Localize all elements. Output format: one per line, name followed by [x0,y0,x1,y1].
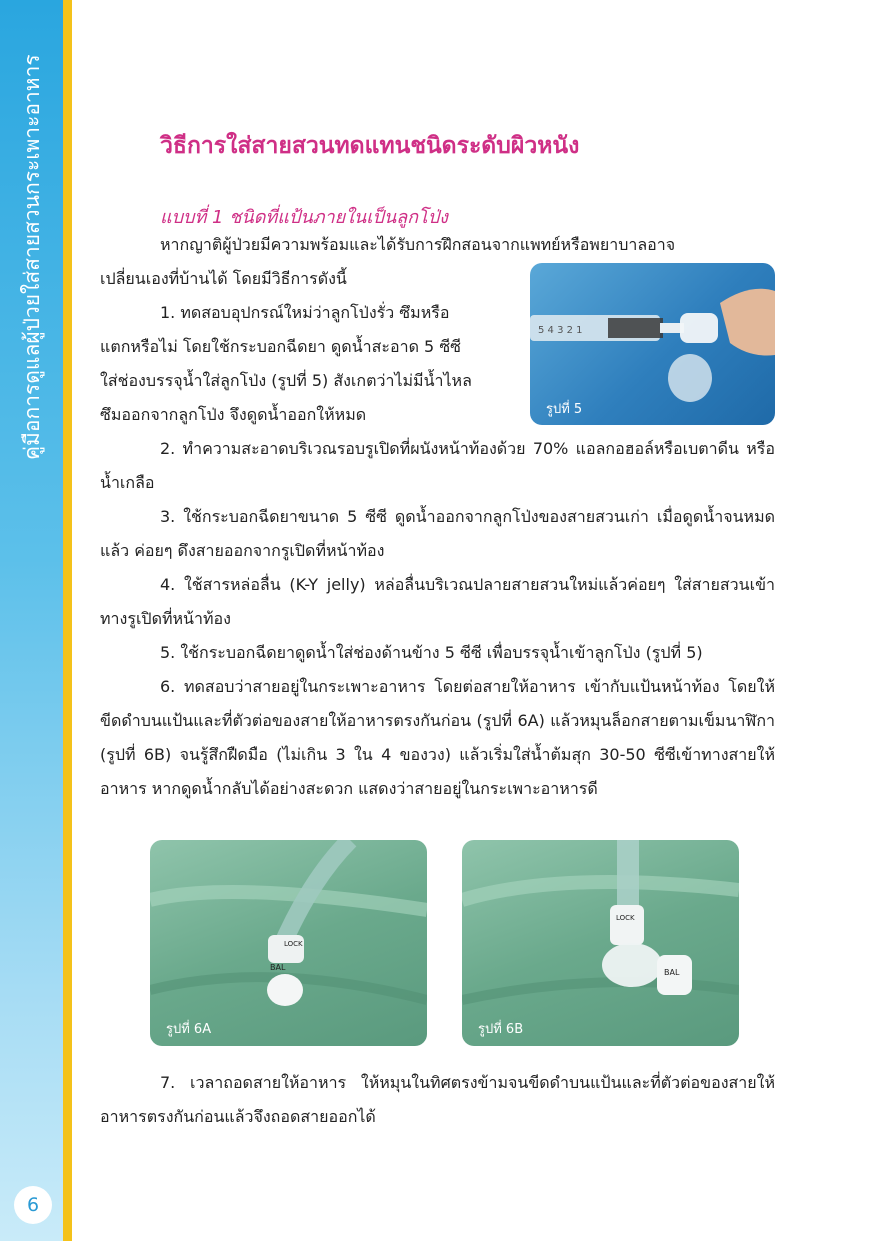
figure-5-caption: รูปที่ 5 [546,402,583,417]
feeding-tube-6b-illustration [462,840,739,1046]
step-1-line-2: แตกหรือไม่ โดยใช้กระบอกฉีดยา ดูดน้ำสะอาด 5 ซีซี [100,337,462,356]
sidebar-stripe [63,0,72,1241]
step-5-text: 5. ใช้กระบอกฉีดยาดูดน้ำใส่ช่องด้านข้าง 5 ซีซี เพื่อบรรจุน้ำเข้าลูกโป่ง (รูปที่ 5) [160,643,703,662]
syringe-scale: 5 4 3 2 1 [538,325,583,336]
step-1-line-4: ซึมออกจากลูกโป่ง จึงดูดน้ำออกให้หมด [100,405,367,424]
feeding-tube-6a-illustration [150,840,427,1046]
step-2 [100,432,775,500]
page-title: วิธีการใส่สายสวนทดแทนชนิดระดับผิวหนัง [160,133,580,159]
figure-6b-photo [462,840,739,1046]
bal-label-6a: BAL [270,963,286,972]
lock-label-6b: LOCK [616,914,635,922]
step-6-text: 6. ทดสอบว่าสายอยู่ในกระเพาะอาหาร โดยต่อสายให้อาหาร เข้ากับแป้นหน้าท้อง โดยให้ขีดดำบนแป้นและที่ตัวต่อของสายให้อาหารตรงกันก่อน (รูปที่ 6A) แล้วหมุนล็อกสายตามเข็มนาฬิกา (รูปที่ 6B) จนรู้สึกฝืดมือ (ไม่เกิน 3 ใน 4 ของวง) แล้วเริ่มใส่น้ำต้มสุก 30-50 ซีซีเข้าทางสายให้อาหาร หากดูดน้ำกลับได้อย่างสะดวก แสดงว่าสายอยู่ในกระเพาะอาหารดี [100,677,775,798]
step-6 [100,670,775,806]
sidebar-title: คู่มือการดูแลผู้ป่วยใส่สายสวนกระเพาะอาหาร [20,54,44,460]
intro-line-1-text: หากญาติผู้ป่วยมีความพร้อมและได้รับการฝึกสอนจากแพทย์หรือพยาบาลอาจ [160,235,676,254]
lock-label-6a: LOCK [284,940,303,948]
step-1-line-1 [100,296,520,330]
figure-5-photo [530,263,775,425]
figure-6a-caption: รูปที่ 6A [166,1022,212,1037]
step-1-line-1-text: 1. ทดสอบอุปกรณ์ใหม่ว่าลูกโป่งรั่ว ซึมหรือ [160,303,450,322]
step-3-text: 3. ใช้กระบอกฉีดยาขนาด 5 ซีซี ดูดน้ำออกจากลูกโป่งของสายสวนเก่า เมื่อดูดน้ำจนหมดแล้ว ค่อยๆ ดึงสายออกจากรูเปิดที่หน้าท้อง [100,507,775,560]
step-5 [100,636,775,670]
step-3 [100,500,775,568]
figure-6b-caption: รูปที่ 6B [478,1022,524,1037]
step-7-text: 7. เวลาถอดสายให้อาหาร ให้หมุนในทิศตรงข้ามจนขีดดำบนแป้นและที่ตัวต่อของสายให้อาหารตรงกันก่อนแล้วจึงถอดสายออกได้ [100,1073,775,1126]
section-subtitle: แบบที่ 1 ชนิดที่แป้นภายในเป็นลูกโป่ง [160,207,448,228]
bal-label-6b: BAL [664,968,680,977]
step-4-text: 4. ใช้สารหล่อลื่น (K-Y jelly) หล่อลื่นบริเวณปลายสายสวนใหม่แล้วค่อยๆ ใส่สายสวนเข้าทางรูเปิดที่หน้าท้อง [100,575,775,628]
intro-line-1 [100,228,775,262]
intro-line-2: เปลี่ยนเองที่บ้านได้ โดยมีวิธีการดังนี้ [100,269,347,288]
page-number: 6 [14,1186,52,1224]
step-7 [100,1066,775,1134]
step-2-text: 2. ทำความสะอาดบริเวณรอบรูเปิดที่ผนังหน้าท้องด้วย 70% แอลกอฮอล์หรือเบตาดีน หรือน้ำเกลือ [100,439,775,492]
figure-6a-photo [150,840,427,1046]
step-4 [100,568,775,636]
step-1-line-3: ใส่ช่องบรรจุน้ำใส่ลูกโป่ง (รูปที่ 5) สังเกตว่าไม่มีน้ำไหล [100,371,472,390]
